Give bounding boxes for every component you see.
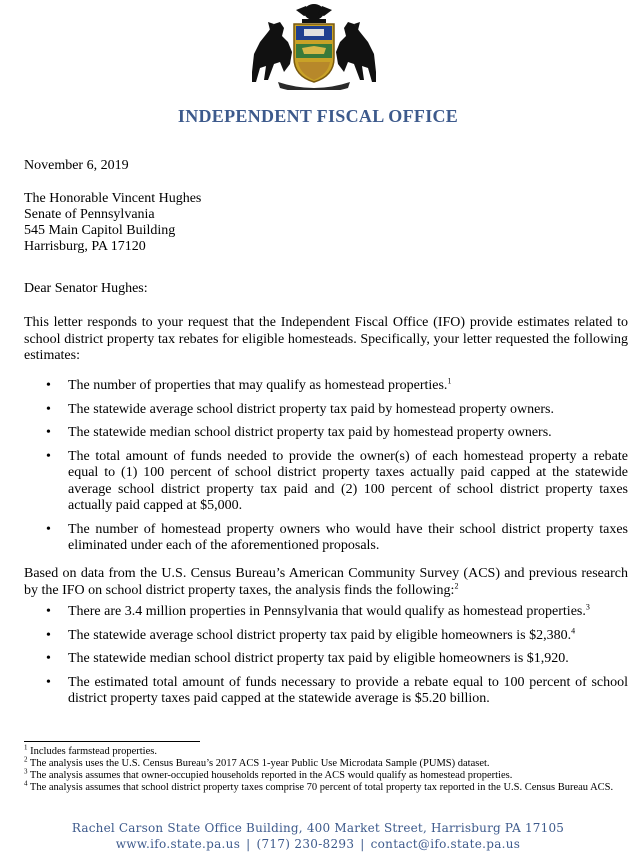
footer-separator: | xyxy=(246,837,251,851)
footnote-divider xyxy=(24,741,200,742)
list-item xyxy=(24,402,628,419)
footnotes xyxy=(24,743,628,794)
bullet-icon: • xyxy=(46,674,51,690)
list-item xyxy=(24,651,628,668)
list-item xyxy=(24,425,628,442)
list-item xyxy=(24,449,628,515)
findings-intro-text: Based on data from the U.S. Census Bureau’s American Community Survey (ACS) and previous research by the IFO on school district property taxes, the analysis finds the following: xyxy=(24,566,628,598)
bullet-icon: • xyxy=(46,521,51,537)
bullet-icon: • xyxy=(46,425,51,440)
list-item-text: The number of homestead property owners who would have their school district property taxes eliminated under each of the aforementioned proposals. xyxy=(68,521,628,553)
footnote-text: The analysis assumes that owner-occupied households reported in the ACS would qualify as homestead properties. xyxy=(27,770,513,781)
list-item-text: The statewide median school district property tax paid by eligible homeowners is $1,920. xyxy=(68,651,569,666)
list-item-text: The statewide average school district property tax paid by homestead property owners. xyxy=(68,401,554,417)
list-item-text: The number of properties that may qualify as homestead properties. xyxy=(68,378,448,393)
list-item-text: The statewide average school district property tax paid by eligible homeowners is $2,380. xyxy=(68,627,572,643)
footnote-ref[interactable]: 3 xyxy=(585,602,590,612)
footer-separator: | xyxy=(360,837,365,851)
footnote-text: The analysis uses the U.S. Census Bureau’s 2017 ACS 1-year Public Use Microdata Sample (PUMS) dataset. xyxy=(27,758,490,769)
list-item xyxy=(24,625,628,645)
pennsylvania-coat-of-arms-icon xyxy=(244,2,384,90)
footnote xyxy=(24,767,628,782)
findings-list xyxy=(24,604,628,715)
recipient-line: Senate of Pennsylvania xyxy=(24,207,155,222)
footnote-number: 4 xyxy=(24,779,28,788)
footnote-text: The analysis assumes that school district property taxes comprise 70 percent of total property tax reported in the U.S. Census Bureau ACS. xyxy=(27,782,614,793)
bullet-icon: • xyxy=(46,627,51,643)
bullet-icon: • xyxy=(46,604,51,619)
footnote xyxy=(24,743,628,758)
footnote-number: 1 xyxy=(24,743,28,752)
bullet-icon: • xyxy=(46,651,51,666)
list-item-text: There are 3.4 million properties in Pennsylvania that would qualify as homestead properties. xyxy=(68,604,586,619)
list-item xyxy=(24,604,628,621)
footnote-ref[interactable]: 2 xyxy=(454,580,459,590)
office-title: INDEPENDENT FISCAL OFFICE xyxy=(177,106,459,126)
list-item xyxy=(24,675,628,708)
list-item xyxy=(24,378,628,395)
list-item xyxy=(24,522,628,555)
recipient-address xyxy=(24,191,201,255)
bullet-icon: • xyxy=(46,401,51,417)
letter-date: November 6, 2019 xyxy=(24,158,129,173)
list-item-text: The total amount of funds needed to provide the owner(s) of each homestead property a rebate equal to (1) 100 percent of school district property taxes actually paid capped at the statewide average school district property tax paid and (2) 100 percent of school district property taxes actually paid capped at $5,000. xyxy=(68,448,628,513)
footnote-number: 2 xyxy=(24,755,28,764)
bullet-icon: • xyxy=(46,378,51,393)
footnote xyxy=(24,779,628,794)
intro-paragraph: This letter responds to your request that the Independent Fiscal Office (IFO) provide estimates related to school district property tax rebates for eligible homesteads. Specifically, your letter requested the following estimates: xyxy=(24,315,628,363)
footer-email-link[interactable]: contact@ifo.state.pa.us xyxy=(370,837,521,851)
footer-contact xyxy=(0,837,636,851)
salutation: Dear Senator Hughes: xyxy=(24,281,148,296)
list-item-text: The statewide median school district property tax paid by homestead property owners. xyxy=(68,425,552,440)
list-item-text: The estimated total amount of funds necessary to provide a rebate equal to 100 percent of school district property taxes paid capped at the statewide average is $5.20 billion. xyxy=(68,674,628,706)
footer-website-link[interactable]: www.ifo.state.pa.us xyxy=(115,837,241,851)
footnote xyxy=(24,755,628,770)
footnote-text: Includes farmstead properties. xyxy=(27,746,157,757)
recipient-line: Harrisburg, PA 17120 xyxy=(24,239,146,254)
recipient-line: The Honorable Vincent Hughes xyxy=(24,191,202,206)
recipient-line: 545 Main Capitol Building xyxy=(24,223,176,238)
footnote-ref[interactable]: 4 xyxy=(571,625,576,635)
bullet-icon: • xyxy=(46,448,51,464)
footer-address: Rachel Carson State Office Building, 400 Market Street, Harrisburg PA 17105 xyxy=(71,821,565,835)
findings-intro-paragraph xyxy=(24,566,628,599)
footnote-ref[interactable]: 1 xyxy=(447,376,452,386)
requests-list xyxy=(24,378,628,562)
footnote-number: 3 xyxy=(24,767,28,776)
footer-phone: (717) 230-8293 xyxy=(256,837,355,851)
